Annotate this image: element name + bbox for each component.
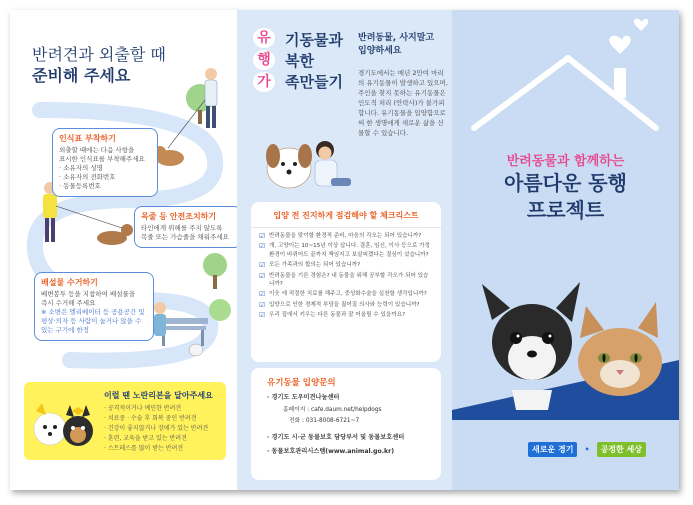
checklist-item: ☑ 우리 집에서 키우는 다른 동물과 잘 어울릴 수 있을까요? xyxy=(259,311,433,319)
contact-center: · 경기도 도우미견나눔센터 xyxy=(267,394,340,401)
waste-line: ※ 소변은 엘리베이터 등 공용공간 및 xyxy=(41,308,145,316)
outing-title-line2: 준비해 주세요 xyxy=(32,66,131,85)
side-title-line: 반려동물, 사지말고 xyxy=(358,33,435,43)
waste-title: 배설물 수거하기 xyxy=(41,278,98,287)
title-initial: 가 xyxy=(253,72,275,92)
adoption-title-line: 기동물과 xyxy=(285,31,343,49)
cover-title-line: 프로젝트 xyxy=(526,198,605,222)
contact-phone: 전화 : 031-8008-6721~7 xyxy=(289,418,360,424)
title-initial: 유 xyxy=(253,28,275,48)
yellow-ribbon-dogs-icon xyxy=(28,385,100,459)
checklist-item: ☑ 이웃 에 적절한 치료를 해주고, 중성화수술을 실천할 생각입니까? xyxy=(259,290,433,298)
adoption-title-initials xyxy=(253,28,279,94)
outing-title-line1: 반려견과 외출할 때 xyxy=(32,45,166,64)
slogan-left: 새로운 경기 xyxy=(528,442,577,457)
leash-line: 목줄 또는 가슴줄을 채워주세요 xyxy=(141,233,229,241)
list-item: · 건강이 좋지않거나 장애가 있는 반려견 xyxy=(104,425,209,432)
tag-line: · 소유자의 성명 xyxy=(59,164,103,172)
brochure-sheet xyxy=(10,10,679,490)
slogan-right: 공정한 세상 xyxy=(597,442,646,457)
tag-line: 외출할 때에는 다음 사항을 xyxy=(59,146,135,154)
cover-subtitle: 반려동물과 함께하는 xyxy=(506,154,625,169)
adoption-intro-text: 경기도에서는 매년 2만여 마리의 유기동물이 발생하고 있으며, 주인을 찾지 못하는 유기동물은 인도적 처리 (안락사)가 불가피합니다. 유기동물을 입양함으로써 한 생명에게 새로운 삶을 선물할 수 있습니다. xyxy=(358,69,448,137)
tag-line: 표시한 인식표를 부착해주세요 xyxy=(59,155,145,163)
adopt-dont-buy-title xyxy=(358,32,434,58)
panel-adoption xyxy=(237,10,452,490)
panel-cover xyxy=(452,10,679,490)
waste-line: 배변봉투 등을 지참하여 배설물을 xyxy=(41,290,136,298)
leash-line: 타인에게 위해를 주지 않도록 xyxy=(141,224,223,232)
adoption-checklist xyxy=(251,202,441,362)
panel-outing xyxy=(10,10,237,490)
list-item: · 공격적이거나 예민한 반려견 xyxy=(104,405,182,412)
adoption-title-line: 복한 xyxy=(285,52,314,70)
checklist-item: ☑ 모든 가족과의 합의는 되어 있습니까? xyxy=(259,261,433,269)
yellow-ribbon-title: 이럴 땐 노란리본을 달아주세요 xyxy=(104,391,213,400)
house-roof-icon xyxy=(452,10,679,150)
yellow-ribbon-box xyxy=(24,382,226,460)
waste-line: 평상·의자 등 사람이 눕거나 앉을 수 xyxy=(41,317,142,325)
waste-line: 있는 구기에 한정 xyxy=(41,326,90,334)
contact-city-offices: · 경기도 시·군 동물보호 담당부서 및 동물보호센터 xyxy=(267,434,405,441)
contact-homepage[interactable]: 홈페이지 : cafe.daum.net/helpdogs xyxy=(283,407,382,413)
title-initial: 행 xyxy=(253,50,275,70)
list-item: · 스트레스를 많이 받는 반려견 xyxy=(104,445,184,452)
side-title-line: 입양하세요 xyxy=(358,46,402,56)
checklist-item: ☑ 반려동물을 맞이할 환경적 준비, 마음의 각오는 되어 있습니까? xyxy=(259,232,433,240)
leash-bubble xyxy=(134,206,237,248)
checklist-item: ☑ 개, 고양이는 10~15년 이상 삽니다. 결혼, 임신, 이사 등으로 가정환경이 바뀌어도 끝까지 책임지고 보살피겠다는 결심이 섰습니까? xyxy=(259,242,433,259)
checklist-items xyxy=(251,232,441,320)
leash-title: 목줄 등 안전조치하기 xyxy=(141,212,217,221)
checklist-item: ☑ 입양으로 인한 경제적 부담을 짊어질 의사와 능력이 있습니까? xyxy=(259,301,433,309)
cat-illustration xyxy=(578,302,662,396)
gyeonggi-slogan xyxy=(528,442,646,457)
girl-hugging-dog-illustration xyxy=(249,128,359,198)
dog-and-cat-illustration xyxy=(452,280,679,420)
checklist-title: 입양 전 진지하게 점검해야 할 체크리스트 xyxy=(251,202,441,228)
waste-bubble xyxy=(34,272,154,341)
adoption-title xyxy=(285,30,343,93)
cover-title xyxy=(452,170,679,224)
adoption-contact xyxy=(251,368,441,480)
contact-title: 유기동물 입양문의 xyxy=(267,378,336,388)
list-item: · 치료중 · 수술 후 회복 중인 반려견 xyxy=(104,415,197,422)
tag-title: 인식표 부착하기 xyxy=(59,134,116,143)
tag-line: · 소유자의 전화번호 xyxy=(59,173,116,181)
list-item: · 훈련, 교육을 받고 있는 반려견 xyxy=(104,435,187,442)
cover-title-line: 아름다운 동행 xyxy=(504,171,627,195)
adoption-title-line: 족만들기 xyxy=(285,73,343,91)
contact-animal-system[interactable]: · 동물보호관리시스템(www.animal.go.kr) xyxy=(267,448,395,455)
yellow-ribbon-list xyxy=(104,404,208,454)
slogan-separator: • xyxy=(584,445,590,454)
checklist-item: ☑ 반려동물을 기른 경험은? 내 동물을 위해 공부할 각오가 되어 있습니까? xyxy=(259,272,433,289)
waste-line: 즉시 수거해 주세요 xyxy=(41,299,96,307)
tag-bubble xyxy=(52,128,158,197)
tag-line: · 동물등록번호 xyxy=(59,182,101,190)
